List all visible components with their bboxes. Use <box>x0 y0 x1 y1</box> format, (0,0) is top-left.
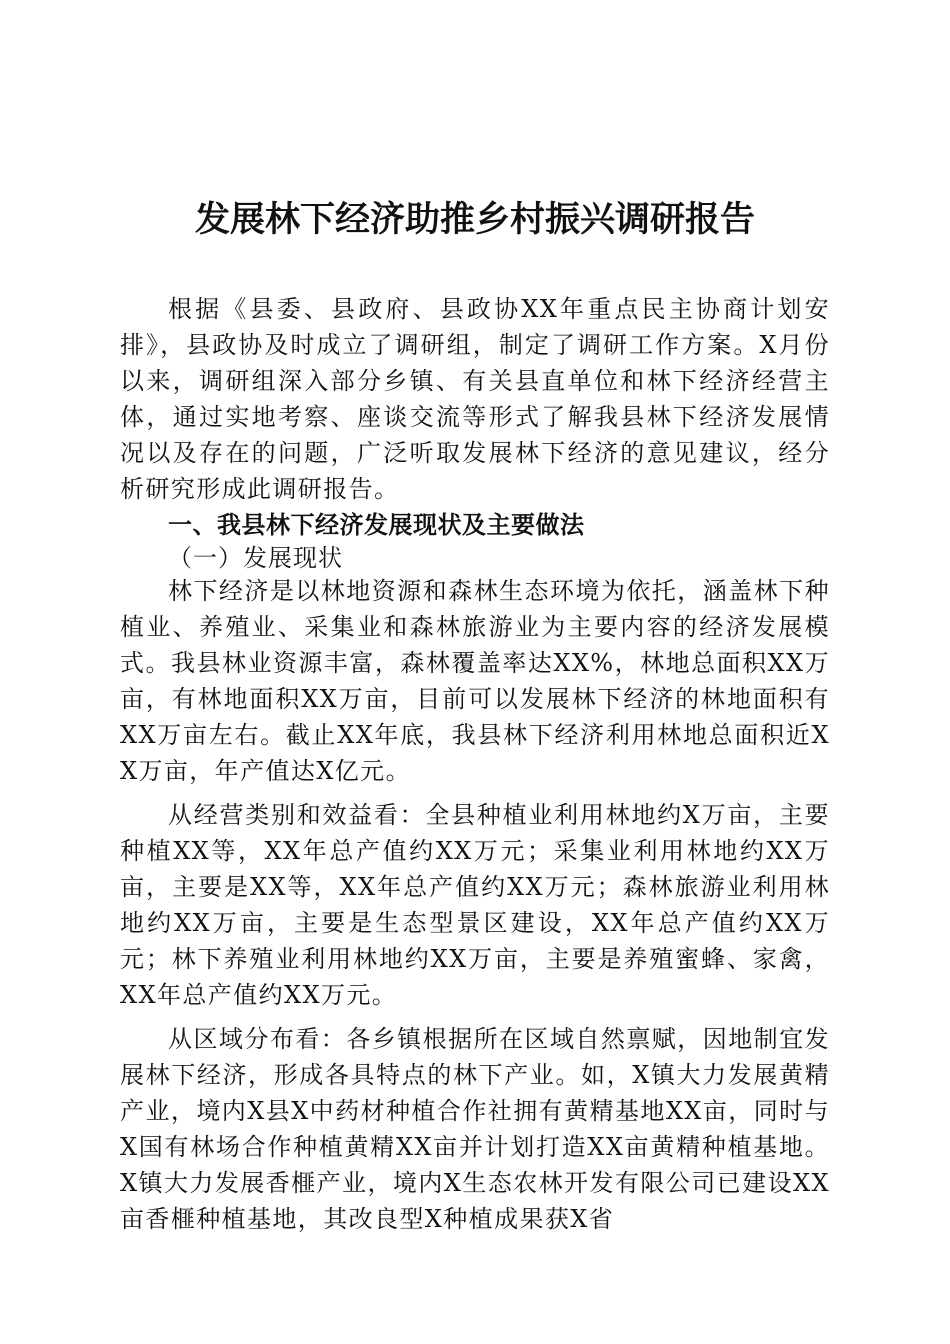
body-paragraph: 从经营类别和效益看：全县种植业利用林地约X万亩，主要种植XX等，XX年总产值约XX万元；采集业利用林地约XX万亩，主要是XX等，XX年总产值约XX万元；森林旅游业利用林地约XX万亩，主要是生态型景区建设，XX年总产值约XX万元；林下养殖业利用林地约XX万亩，主要是养殖蜜蜂、家禽，XX年总产值约XX万元。 <box>120 801 830 1009</box>
document-title: 发展林下经济助推乡村振兴调研报告 <box>194 199 755 240</box>
subsection-heading: （一）发展现状 <box>168 544 343 572</box>
body-paragraph: 从区域分布看：各乡镇根据所在区域自然禀赋，因地制宜发展林下经济，形成各具特点的林下产业。如，X镇大力发展黄精产业，境内X县X中药材种植合作社拥有黄精基地XX亩，同时与X国有林场合作种植黄精XX亩并计划打造XX亩黄精种植基地。X镇大力发展香榧产业，境内X生态农林开发有限公司已建设XX亩香榧种植基地，其改良型X种植成果获X省 <box>120 1025 830 1233</box>
section-heading: 一、我县林下经济发展现状及主要做法 <box>168 511 585 539</box>
intro-paragraph: 根据《县委、县政府、县政协XX年重点民主协商计划安排》，县政协及时成立了调研组，制定了调研工作方案。X月份以来，调研组深入部分乡镇、有关县直单位和林下经济经营主体，通过实地考察、座谈交流等形式了解我县林下经济发展情况以及存在的问题，广泛听取发展林下经济的意见建议，经分析研究形成此调研报告。 <box>120 295 830 503</box>
body-paragraph: 林下经济是以林地资源和森林生态环境为依托，涵盖林下种植业、养殖业、采集业和森林旅游业为主要内容的经济发展模式。我县林业资源丰富，森林覆盖率达XX%，林地总面积XX万亩，有林地面积XX万亩，目前可以发展林下经济的林地面积有XX万亩左右。截止XX年底，我县林下经济利用林地总面积近XX万亩，年产值达X亿元。 <box>120 577 830 785</box>
document-body <box>120 291 830 1237</box>
